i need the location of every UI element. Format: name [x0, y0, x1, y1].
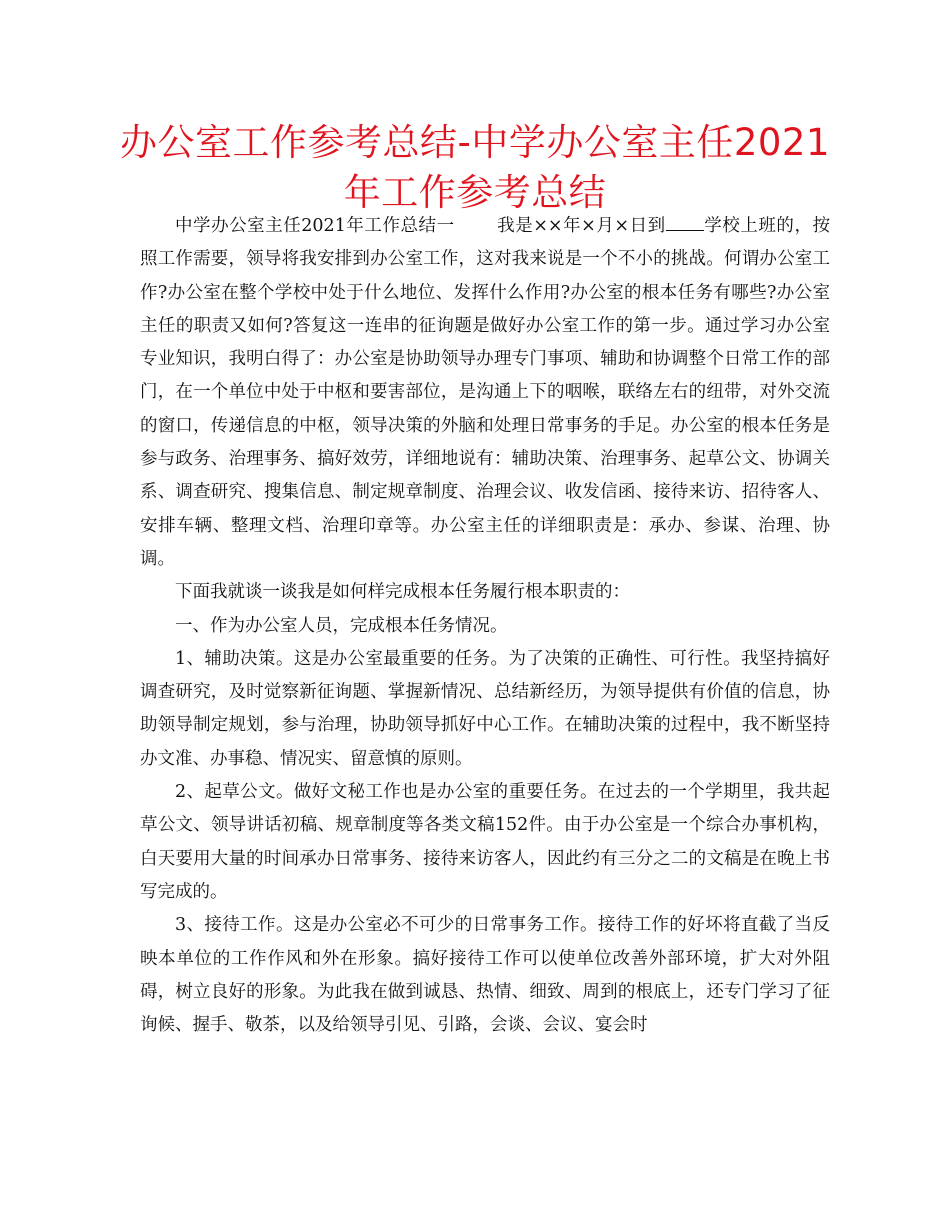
intro-label: 中学办公室主任2021年工作总结一: [175, 216, 455, 236]
intro-text-before-blank: 我是××年×月×日到: [496, 216, 666, 236]
paragraph-item-2: 2、起草公文。做好文秘工作也是办公室的重要任务。在过去的一个学期里，我共起草公文、领导讲话初稿、规章制度等各类文稿152件。由于办公室是一个综合办事机构，白天要用大量的时间承办日常事务、接待来访客人，因此约有三分之二的文稿是在晚上书写完成的。: [140, 782, 830, 902]
paragraph-item-3: 3、接待工作。这是办公室必不可少的日常事务工作。接待工作的好坏将直截了当反映本单位的工作作风和外在形象。搞好接待工作可以使单位改善外部环境，扩大对外阻碍，树立良好的形象。为此我在做到诚恳、热情、细致、周到的根底上，还专门学习了征询候、握手、敬茶，以及给领导引见、引路，会谈、会议、宴会时: [140, 915, 830, 1036]
document-body: [140, 210, 830, 1042]
paragraph-intro: [140, 210, 830, 576]
fill-in-blank: [666, 213, 704, 232]
section-heading-1: 一、作为办公室人员，完成根本任务情况。: [175, 615, 508, 636]
document-title: 办公室工作参考总结-中学办公室主任2021年工作参考总结: [119, 121, 830, 214]
paragraph-item-1: 1、辅助决策。这是办公室最重要的任务。为了决策的正确性、可行性。我坚持搞好调查研究，及时觉察新征询题、掌握新情况、总结新经历，为领导提供有价值的信息，协助领导制定规划，参与治理，协助领导抓好中心工作。在辅助决策的过程中，我不断坚持办文准、办事稳、情况实、留意慎的原则。: [140, 648, 830, 769]
paragraph-transition: 下面我就谈一谈我是如何样完成根本任务履行根本职责的：: [175, 582, 630, 603]
intro-text-after-blank: 学校上班的，按照工作需要，领导将我安排到办公室工作，这对我来说是一个不小的挑战。何谓办公室工作?办公室在整个学校中处于什么地位、发挥什么作用?办公室的根本任务有哪些?办公室主任的职责又如何?答复这一连串的征询题是做好办公室工作的第一步。通过学习办公室专业知识，我明白得了：办公室是协助领导办理专门事项、辅助和协调整个日常工作的部门，在一个单位中处于中枢和要害部位，是沟通上下的咽喉，联络左右的纽带，对外交流的窗口，传递信息的中枢，领导决策的外脑和处理日常事务的手足。办公室的根本任务是参与政务、治理事务、搞好效劳，详细地说有：辅助决策、治理事务、起草公文、协调关系、调查研究、搜集信息、制定规章制度、治理会议、收发信函、接待来访、招待客人、安排车辆、整理文档、治理印章等。办公室主任的详细职责是：承办、参谋、治理、协调。: [140, 216, 830, 569]
